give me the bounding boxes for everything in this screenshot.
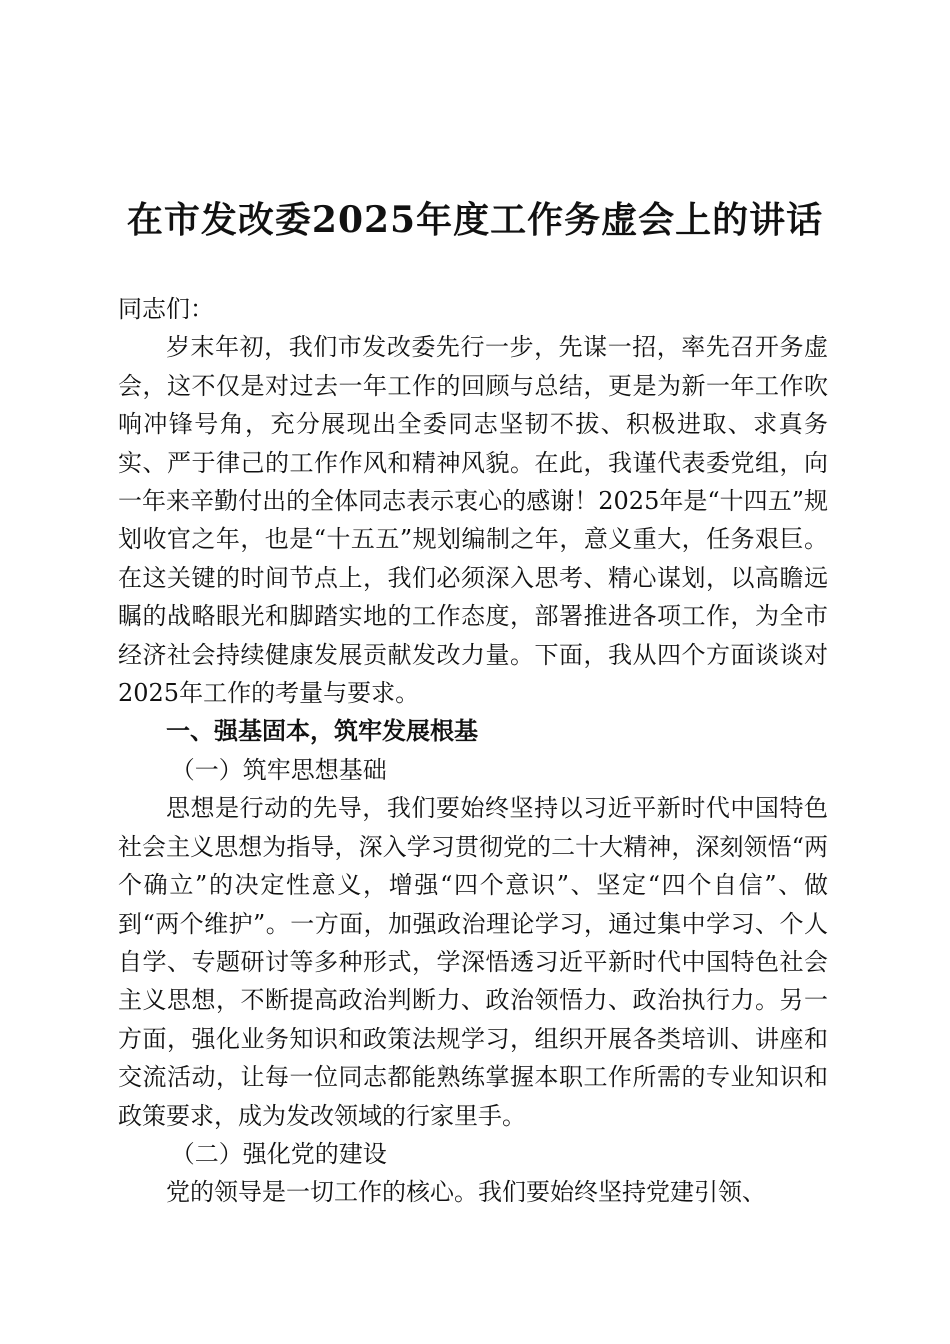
salutation: 同志们： xyxy=(118,295,214,323)
section-heading-1: 一、强基固本，筑牢发展根基 xyxy=(166,717,478,746)
document-body xyxy=(118,290,828,1212)
subsection-2-paragraph: 党的领导是一切工作的核心。我们要始终坚持党建引领、 xyxy=(166,1178,766,1207)
subsection-1-paragraph: 思想是行动的先导，我们要始终坚持以习近平新时代中国特色社会主义思想为指导，深入学习贯彻党的二十大精神，深刻领悟“两个确立”的决定性意义，增强“四个意识”、坚定“四个自信”、做到“两个维护”。一方面，加强政治理论学习，通过集中学习、个人自学、专题研讨等多种形式，学深悟透习近平新时代中国特色社会主义思想，不断提高政治判断力、政治领悟力、政治执行力。另一方面，强化业务知识和政策法规学习，组织开展各类培训、讲座和交流活动，让每一位同志都能熟练掌握本职工作所需的专业知识和政策要求，成为发改领域的行家里手。 xyxy=(118,794,828,1130)
document-title: 在市发改委2025年度工作务虚会上的讲话 xyxy=(126,199,824,241)
intro-paragraph: 岁末年初，我们市发改委先行一步，先谋一招，率先召开务虚会，这不仅是对过去一年工作的回顾与总结，更是为新一年工作吹响冲锋号角，充分展现出全委同志坚韧不拔、积极进取、求真务实、严于律己的工作作风和精神风貌。在此，我谨代表委党组，向一年来辛勤付出的全体同志表示衷心的感谢！2025年是“十四五”规划收官之年，也是“十五五”规划编制之年，意义重大，任务艰巨。在这关键的时间节点上，我们必须深入思考、精心谋划，以高瞻远瞩的战略眼光和脚踏实地的工作态度，部署推进各项工作，为全市经济社会持续健康发展贡献发改力量。下面，我从四个方面谈谈对2025年工作的考量与要求。 xyxy=(118,333,828,708)
subsection-heading-1: （一）筑牢思想基础 xyxy=(170,755,387,784)
subsection-heading-2: （二）强化党的建设 xyxy=(170,1139,387,1168)
